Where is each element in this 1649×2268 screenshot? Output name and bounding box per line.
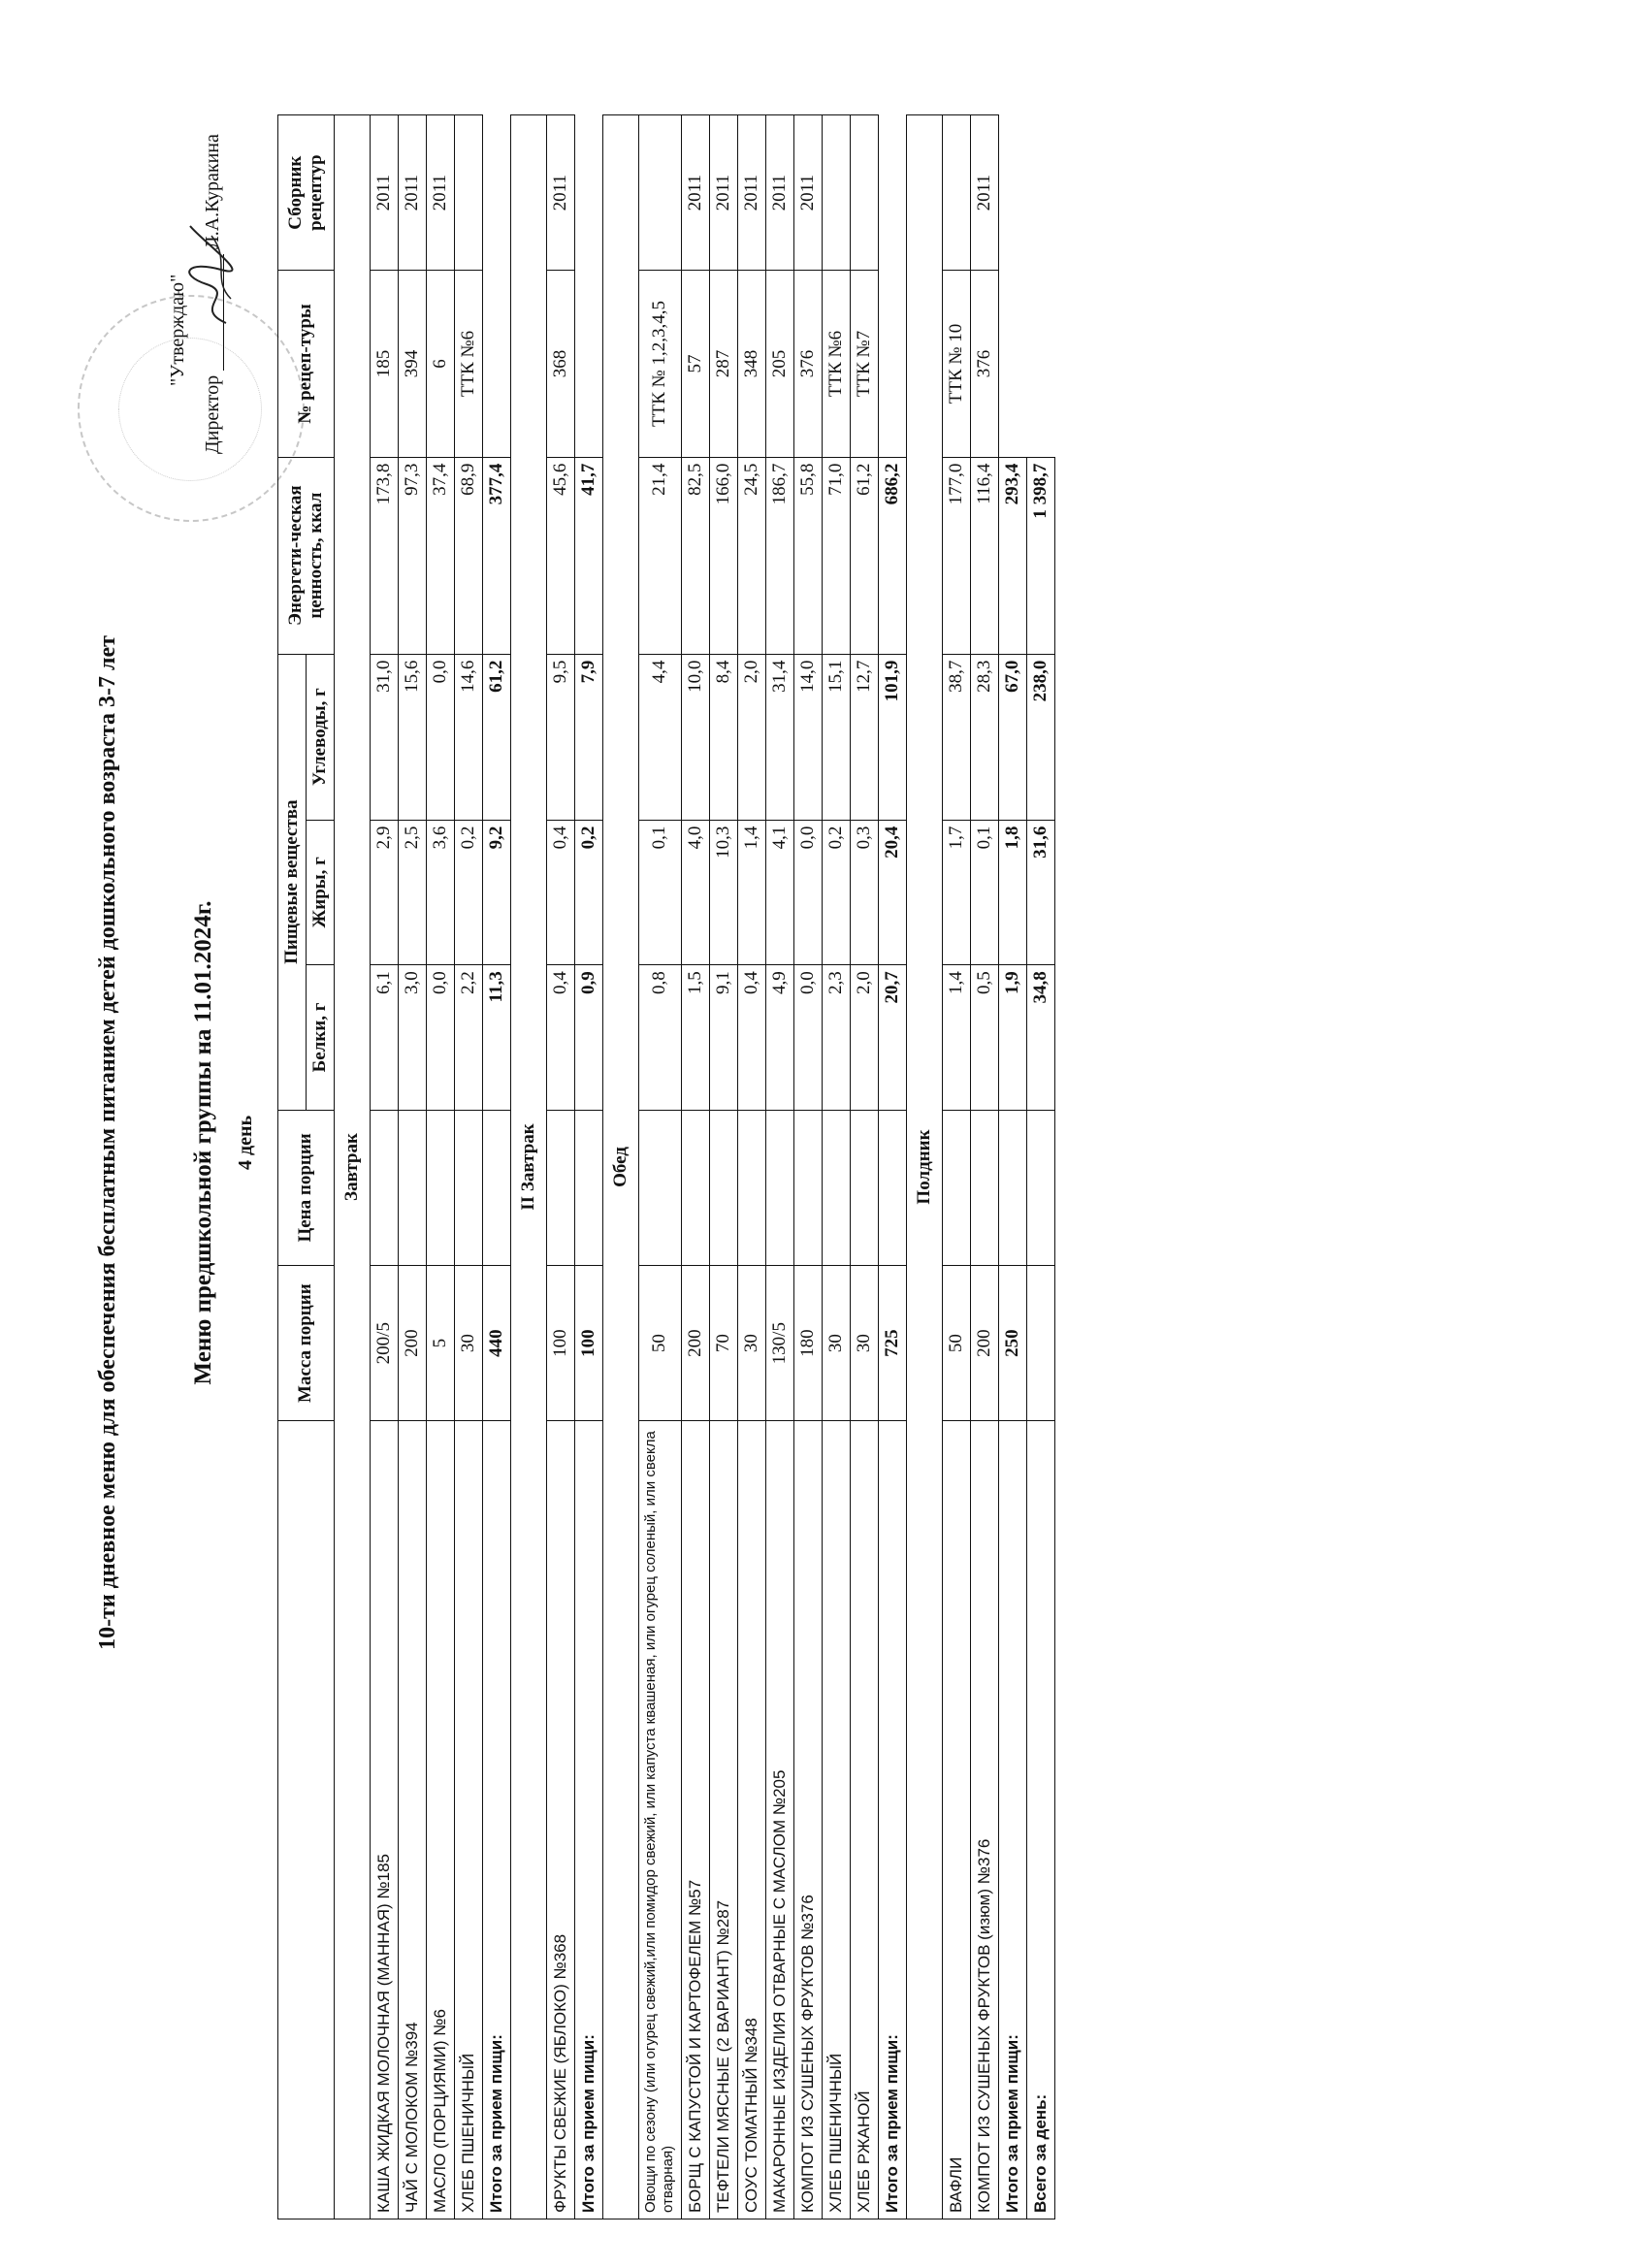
dish-recipe: 185 [370,271,398,457]
dish-energy: 68,9 [454,457,482,654]
day-label: 4 день [235,1115,256,1171]
dish-name: ХЛЕБ ПШЕНИЧНЫЙ [823,1421,851,2219]
dish-carbs: 9,5 [546,654,574,820]
dish-mass: 100 [546,1266,574,1421]
total-energy: 293,4 [999,457,1027,654]
dish-carbs: 12,7 [851,654,879,820]
dish-energy: 97,3 [398,457,426,654]
dish-energy: 61,2 [851,457,879,654]
header-nutrients: Пищевые вещества [278,654,307,1110]
dish-name: КОМПОТ ИЗ СУШЕНЫХ ФРУКТОВ №376 [794,1421,823,2219]
dish-mass: 200 [971,1266,999,1421]
approval-label: "Утверждаю" [167,274,188,386]
total-label: Итого за прием пищи: [879,1421,907,2219]
dish-protein: 0,0 [794,965,823,1111]
dish-collection: 2011 [971,115,999,271]
dish-collection: 2011 [682,115,710,271]
header-mass: Масса порции [278,1266,335,1421]
meal-total-row [482,115,510,2219]
dish-row [370,115,398,2219]
dish-energy: 24,5 [738,457,766,654]
total-energy: 41,7 [574,457,602,654]
dish-price [738,1110,766,1265]
dish-recipe: ТТК № 1,2,3,4,5 [638,271,682,457]
dish-carbs: 4,4 [638,654,682,820]
dish-energy: 173,8 [370,457,398,654]
total-label: Итого за прием пищи: [999,1421,1027,2219]
dish-name: КОМПОТ ИЗ СУШЕНЫХ ФРУКТОВ (изюм) №376 [971,1421,999,2219]
dish-protein: 0,4 [738,965,766,1111]
header-price: Цена порции [278,1110,335,1265]
dish-protein: 2,2 [454,965,482,1111]
total-carbs: 101,9 [879,654,907,820]
document-title: 10-ти дневное меню для обеспечения бесплатным питанием детей дошкольного возраста 3-7 лет [95,635,120,1650]
dish-name: ВАФЛИ [943,1421,971,2219]
dish-collection [823,115,851,271]
total-fat: 9,2 [482,820,510,965]
dish-name: КАША ЖИДКАЯ МОЛОЧНАЯ (МАННАЯ) №185 [370,1421,398,2219]
total-mass: 725 [879,1266,907,1421]
dish-protein: 9,1 [710,965,738,1111]
dish-fat: 1,4 [738,820,766,965]
dish-row [454,115,482,2219]
dish-mass: 30 [851,1266,879,1421]
total-carbs: 67,0 [999,654,1027,820]
dish-price [971,1110,999,1265]
header-collection: Сборник рецептур [278,115,335,271]
dish-price [682,1110,710,1265]
dish-mass: 130/5 [766,1266,794,1421]
dish-protein: 2,3 [823,965,851,1111]
dish-carbs: 15,6 [398,654,426,820]
dish-recipe: 394 [398,271,426,457]
dish-protein: 3,0 [398,965,426,1111]
total-collection [574,115,602,271]
dish-name: ФРУКТЫ СВЕЖИЕ (ЯБЛОКО) №368 [546,1421,574,2219]
menu-subtitle: Меню предшкольной группы на 11.01.2024г. [190,900,216,1385]
dish-row [738,115,766,2219]
dish-row [794,115,823,2219]
dish-carbs: 2,0 [738,654,766,820]
dish-recipe: ТТК №6 [454,271,482,457]
dish-row [943,115,971,2219]
dish-price [794,1110,823,1265]
dish-collection: 2011 [398,115,426,271]
dish-collection: 2011 [710,115,738,271]
total-price [574,1110,602,1265]
dish-collection: 2011 [766,115,794,271]
section-row [602,115,638,2219]
dish-name: СОУС ТОМАТНЫЙ №348 [738,1421,766,2219]
day-total-label: Всего за день: [1027,1421,1055,2219]
total-energy: 377,4 [482,457,510,654]
section-row [334,115,370,2219]
dish-fat: 0,1 [971,820,999,965]
total-protein: 1,9 [999,965,1027,1111]
dish-recipe: 287 [710,271,738,457]
section-row [907,115,943,2219]
total-protein: 20,7 [879,965,907,1111]
dish-energy: 71,0 [823,457,851,654]
dish-protein: 1,5 [682,965,710,1111]
dish-price [943,1110,971,1265]
dish-energy: 186,7 [766,457,794,654]
dish-collection: 2011 [738,115,766,271]
dish-recipe: ТТК №6 [823,271,851,457]
dish-carbs: 14,6 [454,654,482,820]
dish-mass: 200 [398,1266,426,1421]
dish-recipe: 57 [682,271,710,457]
dish-row [710,115,738,2219]
dish-row [398,115,426,2219]
total-label: Итого за прием пищи: [574,1421,602,2219]
total-recipe [999,271,1027,457]
dish-energy: 166,0 [710,457,738,654]
day-total-price [1027,1110,1055,1265]
dish-carbs: 8,4 [710,654,738,820]
dish-price [398,1110,426,1265]
header-dish [278,1421,335,2219]
dish-recipe: 376 [971,271,999,457]
dish-row [766,115,794,2219]
dish-fat: 1,7 [943,820,971,965]
dish-protein: 6,1 [370,965,398,1111]
dish-name: ХЛЕБ РЖАНОЙ [851,1421,879,2219]
dish-recipe: 348 [738,271,766,457]
header-carbs: Углеводы, г [306,654,334,820]
dish-recipe: 205 [766,271,794,457]
director-label: Директор [202,374,223,454]
dish-price [454,1110,482,1265]
dish-fat: 2,5 [398,820,426,965]
dish-price [766,1110,794,1265]
dish-fat: 10,3 [710,820,738,965]
total-mass: 440 [482,1266,510,1421]
section-title: Полдник [907,115,943,2219]
meal-total-row [879,115,907,2219]
dish-energy: 116,4 [971,457,999,654]
dish-mass: 180 [794,1266,823,1421]
dish-name: ЧАЙ С МОЛОКОМ №394 [398,1421,426,2219]
total-mass: 100 [574,1266,602,1421]
dish-fat: 0,2 [823,820,851,965]
dish-collection: 2011 [426,115,454,271]
day-total-fat: 31,6 [1027,820,1055,965]
total-energy: 686,2 [879,457,907,654]
dish-name: ТЕФТЕЛИ МЯСНЫЕ (2 ВАРИАНТ) №287 [710,1421,738,2219]
dish-collection [851,115,879,271]
section-title: II Завтрак [510,115,546,2219]
menu-body [334,115,1055,2219]
header-row [278,115,307,2219]
total-recipe [879,271,907,457]
dish-mass: 200 [682,1266,710,1421]
dish-mass: 30 [738,1266,766,1421]
dish-name: БОРЩ С КАПУСТОЙ И КАРТОФЕЛЕМ №57 [682,1421,710,2219]
total-mass: 250 [999,1266,1027,1421]
dish-energy: 55,8 [794,457,823,654]
dish-protein: 0,5 [971,965,999,1111]
dish-mass: 5 [426,1266,454,1421]
dish-price [823,1110,851,1265]
total-fat: 0,2 [574,820,602,965]
dish-recipe: 376 [794,271,823,457]
dish-price [426,1110,454,1265]
section-title: Завтрак [334,115,370,2219]
dish-row [546,115,574,2219]
total-recipe [482,271,510,457]
total-price [879,1110,907,1265]
dish-fat: 3,6 [426,820,454,965]
total-fat: 20,4 [879,820,907,965]
dish-row [638,115,682,2219]
total-protein: 0,9 [574,965,602,1111]
dish-carbs: 14,0 [794,654,823,820]
header-recipe: № рецеп-туры [278,271,335,457]
dish-mass: 70 [710,1266,738,1421]
dish-price [710,1110,738,1265]
section-title: Обед [602,115,638,2219]
dish-protein: 2,0 [851,965,879,1111]
dish-name: МАКАРОННЫЕ ИЗДЕЛИЯ ОТВАРНЫЕ С МАСЛОМ №205 [766,1421,794,2219]
total-price [482,1110,510,1265]
dish-fat: 0,0 [794,820,823,965]
day-total-collection [1027,115,1055,271]
dish-price [370,1110,398,1265]
dish-carbs: 31,4 [766,654,794,820]
dish-mass: 30 [823,1266,851,1421]
dish-row [971,115,999,2219]
dish-collection [638,115,682,271]
dish-mass: 50 [638,1266,682,1421]
dish-collection [943,115,971,271]
dish-name: ХЛЕБ ПШЕНИЧНЫЙ [454,1421,482,2219]
dish-energy: 45,6 [546,457,574,654]
dish-protein: 4,9 [766,965,794,1111]
dish-fat: 0,1 [638,820,682,965]
dish-name: Овощи по сезону (или огурец свежий,или помидор свежий, или капуста квашеная, или огурец соленый, или свекла отварная) [638,1421,682,2219]
dish-price [546,1110,574,1265]
dish-fat: 0,3 [851,820,879,965]
dish-protein: 0,8 [638,965,682,1111]
dish-recipe: 368 [546,271,574,457]
dish-name: МАСЛО (ПОРЦИЯМИ) №6 [426,1421,454,2219]
dish-price [638,1110,682,1265]
dish-carbs: 10,0 [682,654,710,820]
dish-collection: 2011 [546,115,574,271]
day-total-energy: 1 398,7 [1027,457,1055,654]
day-total-recipe [1027,271,1055,457]
dish-energy: 37,4 [426,457,454,654]
total-collection [999,115,1027,271]
total-carbs: 61,2 [482,654,510,820]
menu-table [277,114,1055,2219]
dish-mass: 30 [454,1266,482,1421]
day-total-mass [1027,1266,1055,1421]
dish-fat: 2,9 [370,820,398,965]
dish-recipe: 6 [426,271,454,457]
header-protein: Белки, г [306,965,334,1111]
dish-price [851,1110,879,1265]
header-energy: Энергети-ческая ценность, ккал [278,457,335,654]
day-total-carbs: 238,0 [1027,654,1055,820]
dish-mass: 50 [943,1266,971,1421]
dish-recipe: ТТК №7 [851,271,879,457]
dish-carbs: 38,7 [943,654,971,820]
dish-collection: 2011 [794,115,823,271]
section-row [510,115,546,2219]
dish-row [426,115,454,2219]
director-name: Л.А.Куракина [202,134,223,249]
total-label: Итого за прием пищи: [482,1421,510,2219]
dish-carbs: 15,1 [823,654,851,820]
meal-total-row [574,115,602,2219]
dish-collection [454,115,482,271]
dish-energy: 21,4 [638,457,682,654]
dish-protein: 1,4 [943,965,971,1111]
dish-protein: 0,0 [426,965,454,1111]
dish-protein: 0,4 [546,965,574,1111]
dish-carbs: 31,0 [370,654,398,820]
rotated-document [19,17,1630,2249]
dish-carbs: 0,0 [426,654,454,820]
total-collection [482,115,510,271]
dish-fat: 0,4 [546,820,574,965]
dish-carbs: 28,3 [971,654,999,820]
total-fat: 1,8 [999,820,1027,965]
dish-fat: 4,1 [766,820,794,965]
day-total-row [1027,115,1055,2219]
total-price [999,1110,1027,1265]
total-protein: 11,3 [482,965,510,1111]
day-total-protein: 34,8 [1027,965,1055,1111]
signature-scribble [182,221,241,328]
dish-fat: 4,0 [682,820,710,965]
dish-row [851,115,879,2219]
dish-energy: 177,0 [943,457,971,654]
total-collection [879,115,907,271]
dish-row [682,115,710,2219]
dish-energy: 82,5 [682,457,710,654]
dish-mass: 200/5 [370,1266,398,1421]
dish-recipe: ТТК № 10 [943,271,971,457]
total-carbs: 7,9 [574,654,602,820]
meal-total-row [999,115,1027,2219]
dish-fat: 0,2 [454,820,482,965]
dish-collection: 2011 [370,115,398,271]
total-recipe [574,271,602,457]
header-fat: Жиры, г [306,820,334,965]
dish-row [823,115,851,2219]
